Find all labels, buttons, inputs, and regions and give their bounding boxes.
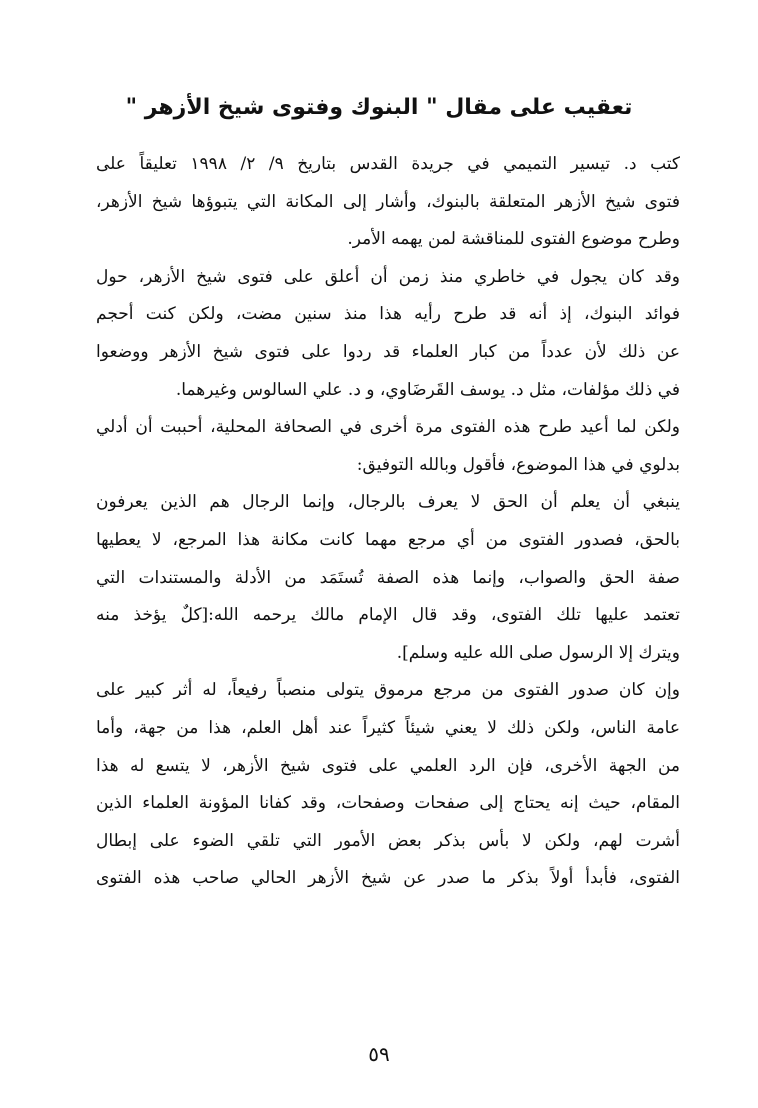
text-line-15: وإن كان صدور الفتوى من مرجع مرموق يتولى منصباً رفيعاً، له أثر كبير على [96,680,680,701]
text-line-4: وقد كان يجول في خاطري منذ زمن أن أعلق على فتوى شيخ الأزهر، حول [96,266,680,287]
text-line-8: ولكن لما أعيد طرح هذه الفتوى مرة أخرى في الصحافة المحلية، أحببت أن أدلي [96,417,680,438]
text-line-16: عامة الناس، ولكن ذلك لا يعني شيئاً كثيراً عند أهل العلم، هذا من جهة، وأما [96,717,680,738]
article-body [96,146,680,898]
article-title: تعقيب على مقال " البنوك وفتوى شيخ الأزهر " [125,95,633,120]
text-line-17: من الجهة الأخرى، فإن الرد العلمي على فتوى شيخ الأزهر، لا يتسع له هذا [96,755,680,776]
text-line-2: فتوى شيخ الأزهر المتعلقة بالبنوك، وأشار إلى المكانة التي يتبوؤها شيخ الأزهر، [96,191,680,212]
text-line-18: المقام، حيث إنه يحتاج إلى صفحات وصفحات، وقد كفانا المؤونة العلماء الذين [96,793,680,814]
text-line-6: عن ذلك لأن عدداً من كبار العلماء قد ردوا على فتوى شيخ الأزهر ووضعوا [96,341,680,362]
text-line-10: ينبغي أن يعلم أن الحق لا يعرف بالرجال، وإنما الرجال هم الذين يعرفون [96,492,680,513]
text-line-12: صفة الحق والصواب، وإنما هذه الصفة تُستَمَد من الأدلة والمستندات التي [96,567,680,588]
page-number: ٥٩ [368,1042,390,1066]
text-line-1: كتب د. تيسير التميمي في جريدة القدس بتاريخ ٩/ ٢/ ١٩٩٨ تعليقاً على [96,154,680,174]
text-line-11: بالحق، فصدور الفتوى من أي مرجع مهما كانت مكانة هذا المرجع، لا يعطيها [96,529,680,550]
text-line-19: أشرت لهم، ولكن لا بأس بذكر بعض الأمور التي تلقي الضوء على إبطال [96,830,680,851]
text-line-3: وطرح موضوع الفتوى للمناقشة لمن يهمه الأمر. [347,229,680,250]
text-line-7: في ذلك مؤلفات، مثل د. يوسف القَرضَاوي، و د. علي السالوس وغيرهما. [175,379,680,400]
text-line-14: ويترك إلا الرسول صلى الله عليه وسلم]. [396,642,680,663]
text-line-20: الفتوى، فأبدأ أولاً بذكر ما صدر عن شيخ الأزهر الحالي صاحب هذه الفتوى [96,868,680,889]
text-line-5: فوائد البنوك، إذ أنه قد طرح رأيه هذا منذ سنين مضت، ولكن كنت أحجم [96,304,680,325]
text-line-9: بدلوي في هذا الموضوع، فأقول وبالله التوفيق: [356,454,680,475]
text-line-13: تعتمد عليها تلك الفتوى، وقد قال الإمام مالك يرحمه الله:[كلٌ يؤخذ منه [96,605,680,626]
